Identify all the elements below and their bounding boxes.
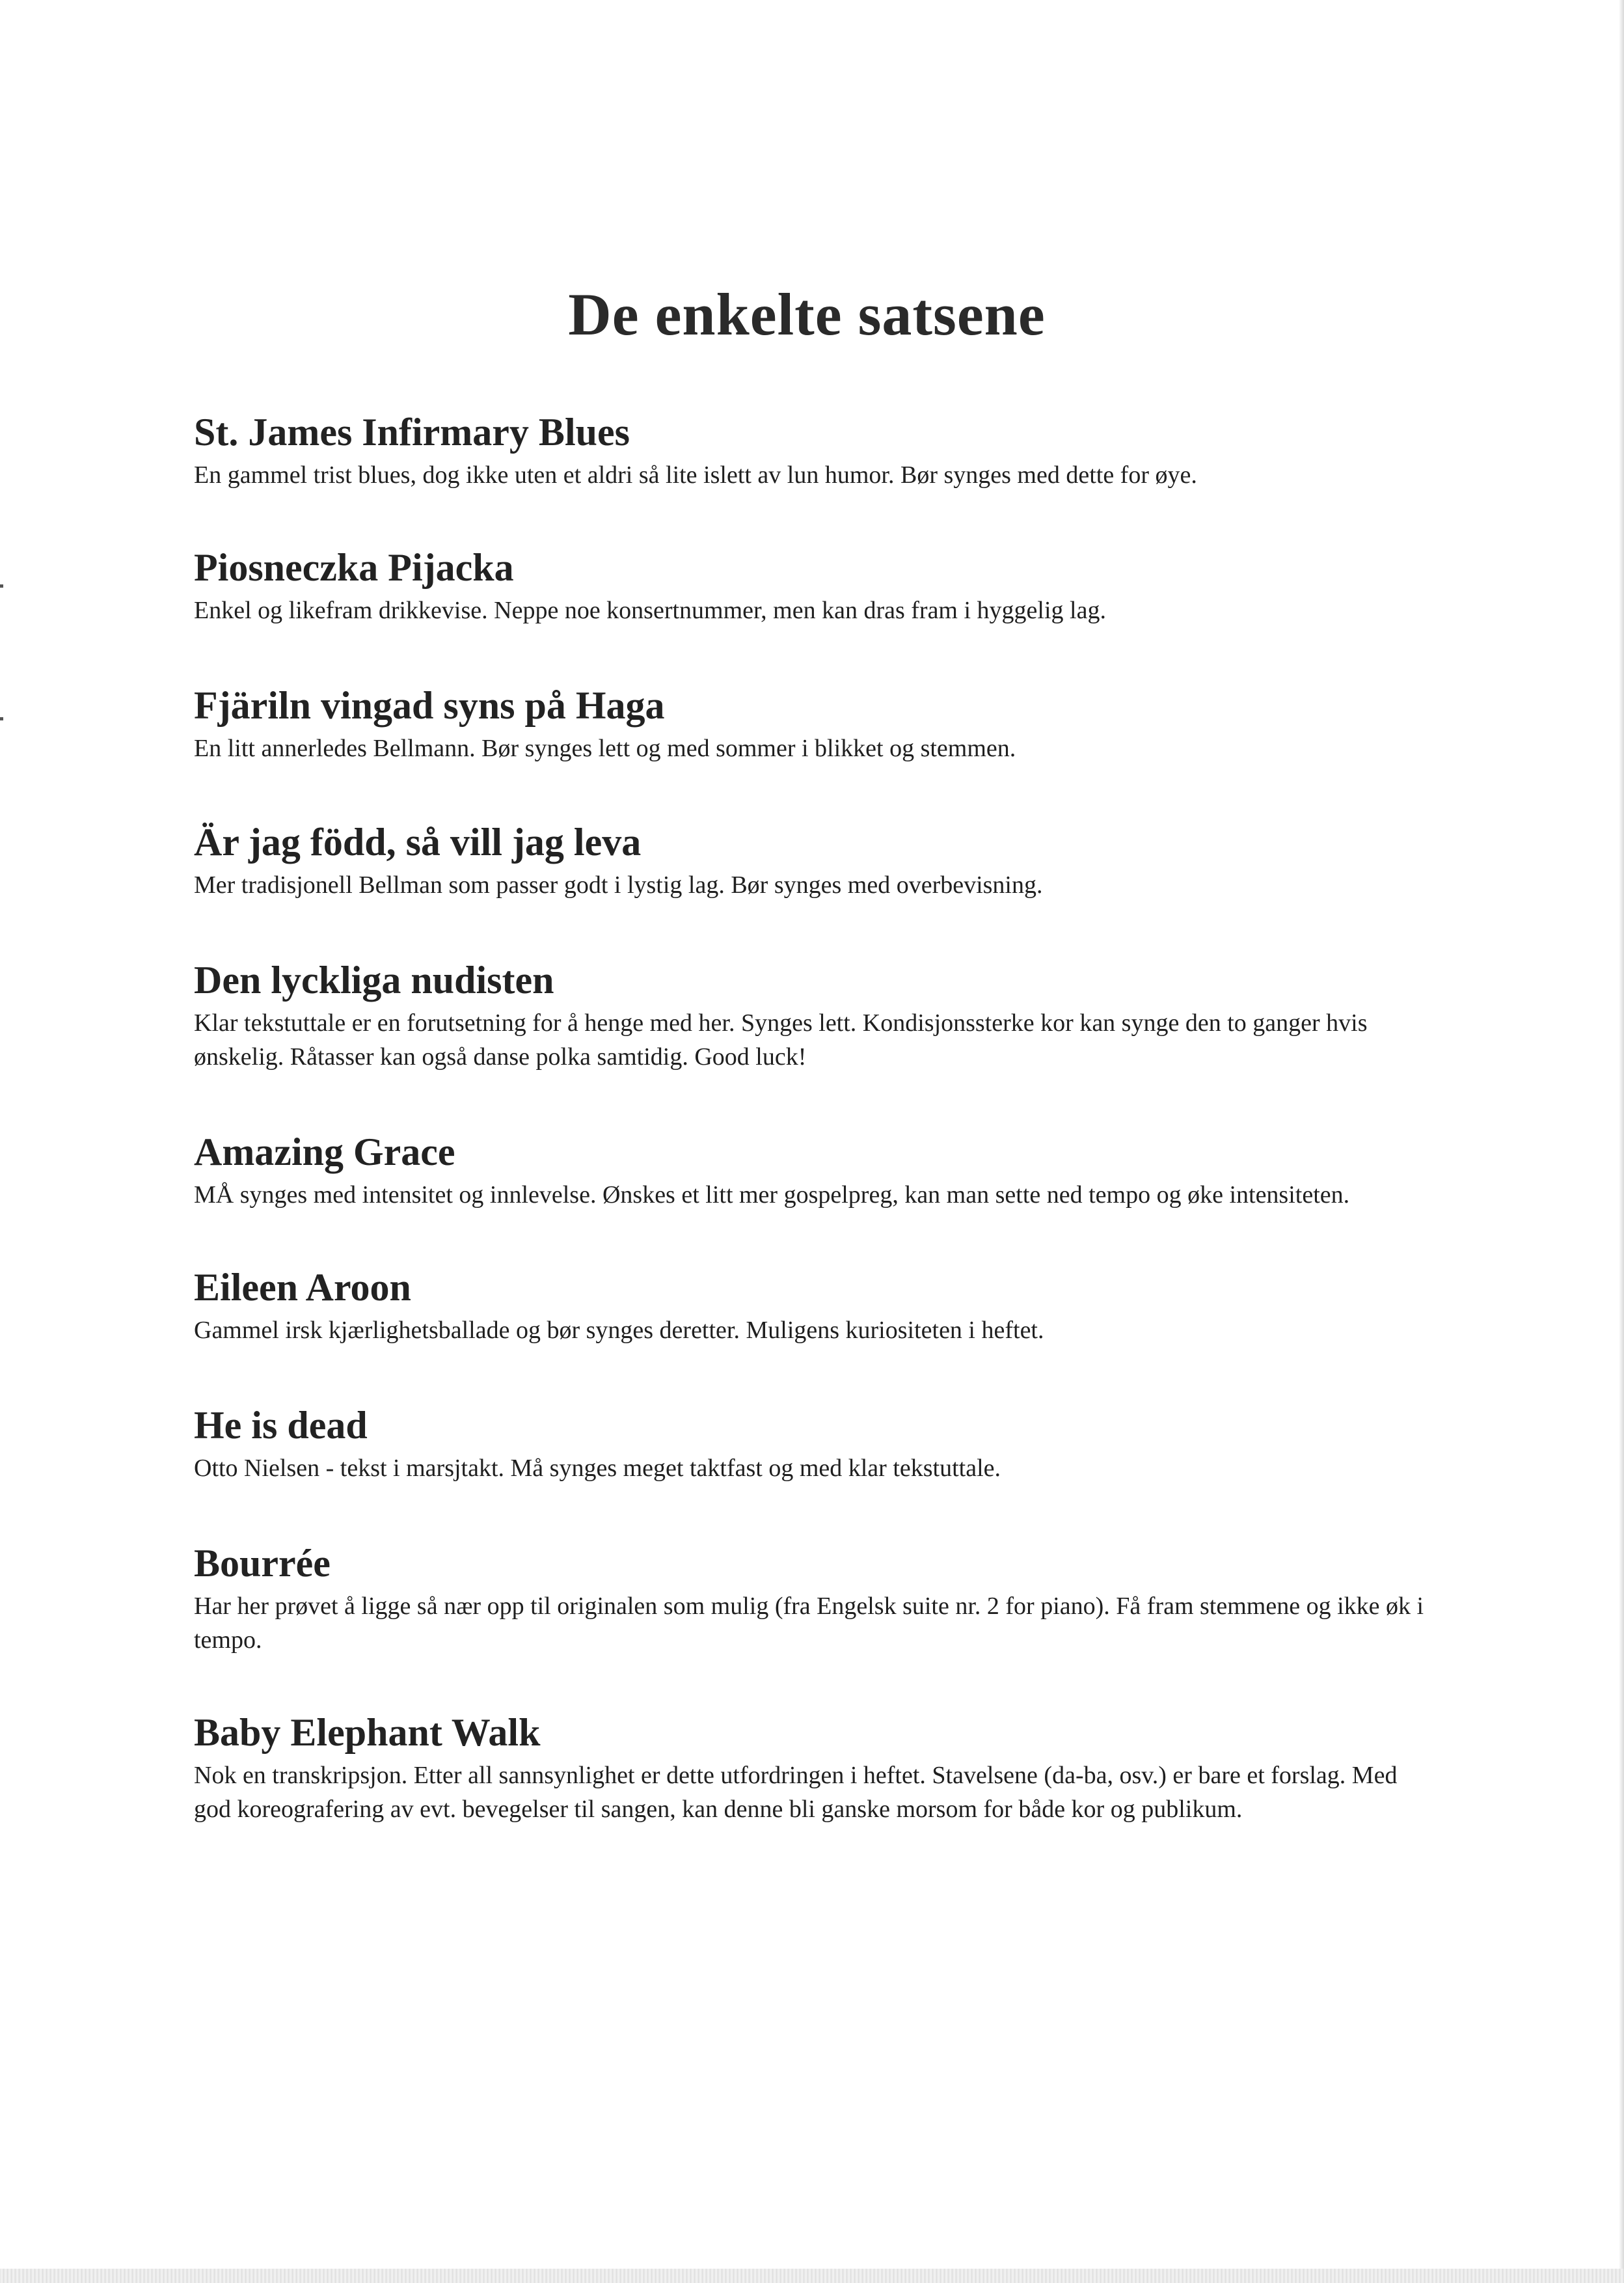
section-title: Den lyckliga nudisten — [194, 959, 554, 1002]
section-description: Har her prøvet å ligge så nær opp til originalen som mulig (fra Engelsk suite nr. 2 for piano). Få fram stemmene og ikke øk i tempo. — [194, 1593, 1424, 1654]
section-item — [194, 544, 1430, 627]
section-title: Är jag född, så vill jag leva — [194, 821, 642, 864]
section-title: Piosneczka Pijacka — [194, 546, 514, 589]
section-title: Eileen Aroon — [194, 1266, 411, 1309]
section-title: Amazing Grace — [194, 1130, 455, 1173]
section-item — [194, 1540, 1430, 1657]
section-title: Baby Elephant Walk — [194, 1711, 541, 1754]
section-description: Otto Nielsen - tekst i marsjtakt. Må synges meget taktfast og med klar tekstuttale. — [194, 1455, 1001, 1482]
page-edge-shadow — [1619, 0, 1624, 2283]
section-item — [194, 1128, 1430, 1212]
section-description: Klar tekstuttale er en forutsetning for å henge med her. Synges lett. Kondisjonssterke kor kan synge den to ganger hvis ønskelig. Råtasser kan også danse polka samtidig. Good luck! — [194, 1009, 1368, 1071]
section-description: En gammel trist blues, dog ikke uten et aldri så lite islett av lun humor. Bør synges med dette for øye. — [194, 461, 1197, 489]
section-list — [194, 409, 1430, 1826]
section-item — [194, 1709, 1430, 1826]
section-item — [194, 409, 1430, 492]
section-title: St. James Infirmary Blues — [194, 411, 630, 454]
section-description: Nok en transkripsjon. Etter all sannsynlighet er dette utfordringen i heftet. Stavelsene (da-ba, osv.) er bare et forslag. Med god koreografering av evt. bevegelser til sangen, kan denne bli ganske morsom for både kor og publikum. — [194, 1762, 1398, 1823]
section-description: Gammel irsk kjærlighetsballade og bør synges deretter. Muligens kuriositeten i heftet. — [194, 1317, 1044, 1344]
page-title: De enkelte satsene — [568, 281, 1046, 348]
section-item — [194, 819, 1430, 902]
scan-mark — [0, 717, 3, 720]
section-item — [194, 957, 1430, 1074]
section-item — [194, 682, 1430, 765]
scan-mark — [0, 584, 3, 588]
section-description: En litt annerledes Bellmann. Bør synges lett og med sommer i blikket og stemmen. — [194, 735, 1016, 762]
scan-bottom-edge — [0, 2269, 1624, 2283]
section-title: Bourrée — [194, 1542, 331, 1585]
section-description: MÅ synges med intensitet og innlevelse. Ønskes et litt mer gospelpreg, kan man sette ned tempo og øke intensiteten. — [194, 1181, 1350, 1209]
section-description: Mer tradisjonell Bellman som passer godt i lystig lag. Bør synges med overbevisning. — [194, 871, 1043, 899]
section-item — [194, 1402, 1430, 1485]
section-description: Enkel og likefram drikkevise. Neppe noe konsertnummer, men kan dras fram i hyggelig lag. — [194, 597, 1106, 624]
section-item — [194, 1264, 1430, 1347]
section-title: Fjäriln vingad syns på Haga — [194, 684, 665, 727]
section-title: He is dead — [194, 1404, 368, 1447]
